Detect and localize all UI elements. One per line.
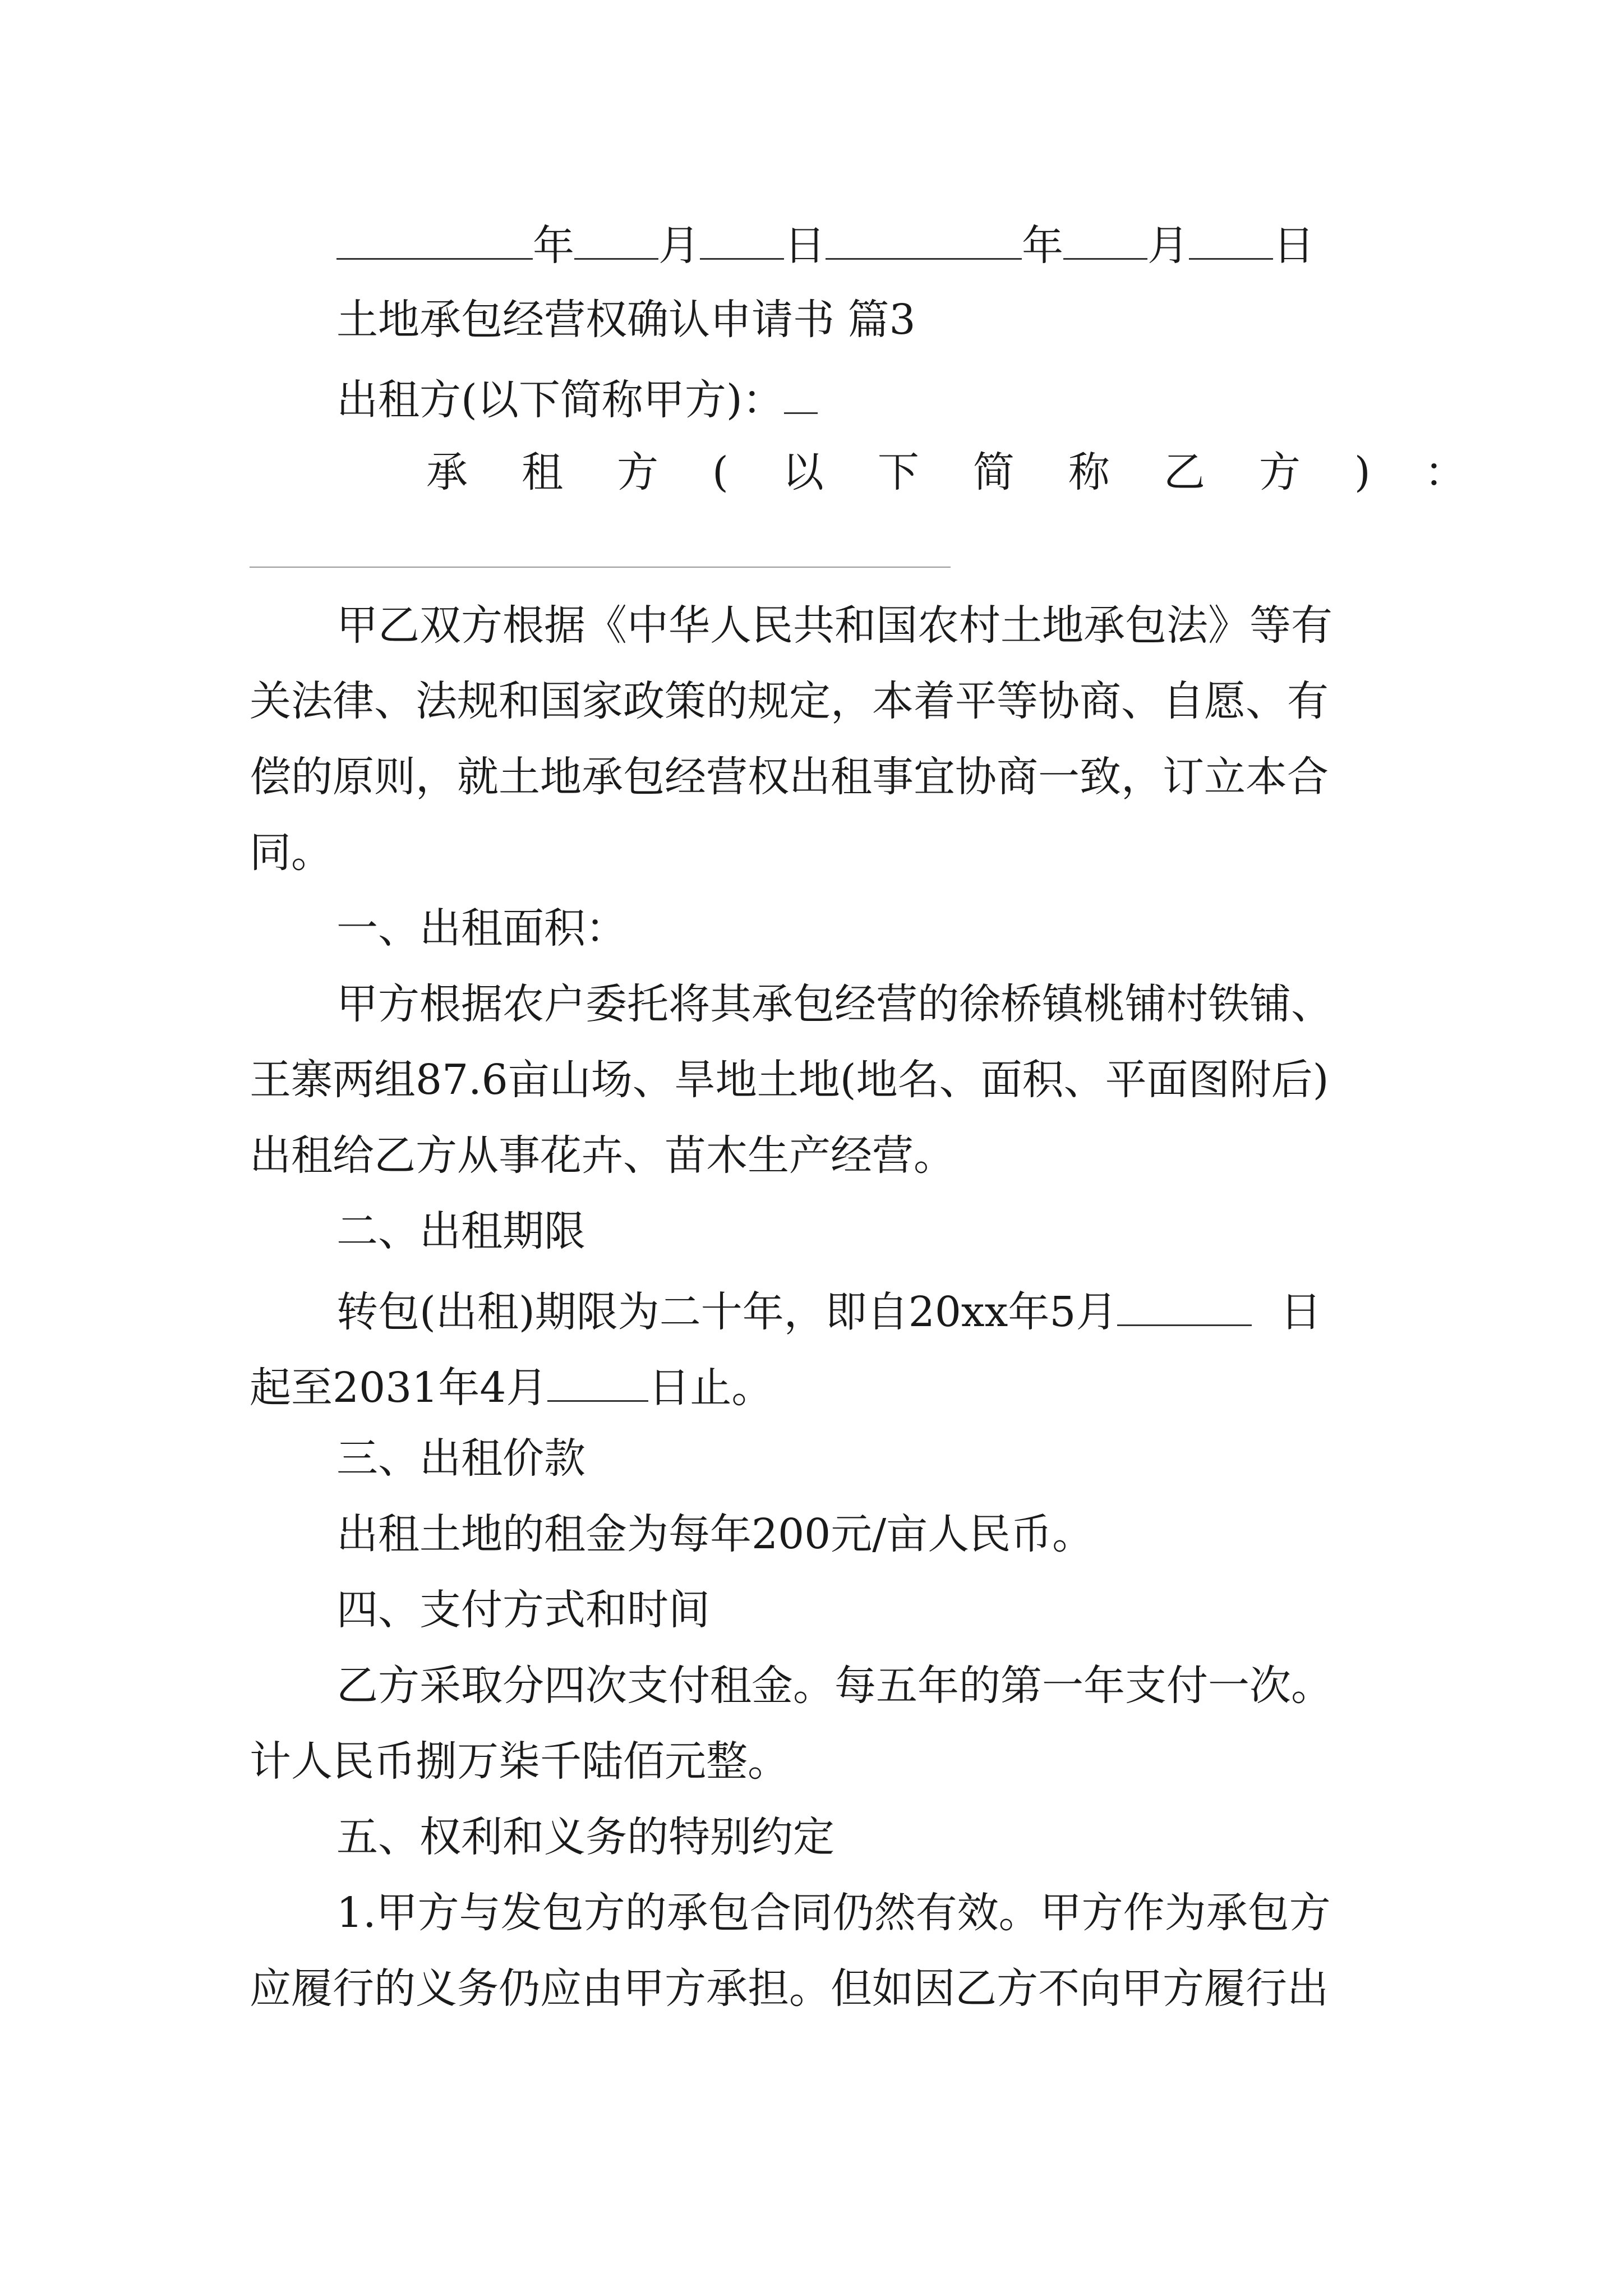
lessee-label: 承租方(以下简称乙方)：: [426, 448, 1520, 496]
intro-line: 偿的原则，就土地承包经营权出租事宜协商一致，订立本合: [250, 753, 1329, 801]
lessor-line: [336, 374, 818, 425]
blank-line: [826, 220, 1022, 260]
blank-line: [336, 220, 533, 260]
paragraph-line: 甲方根据农户委托将其承包经营的徐桥镇桃铺村铁铺、: [336, 980, 1332, 1028]
paragraph-line: 乙方采取分四次支付租金。每五年的第一年支付一次。: [336, 1662, 1332, 1710]
blank-line: [1189, 220, 1273, 260]
paragraph-line: 应履行的义务仍应由甲方承担。但如因乙方不向甲方履行出: [250, 1964, 1329, 2013]
paragraph-line: 计人民币捌万柒千陆佰元整。: [250, 1737, 789, 1786]
intro-line: 甲乙双方根据《中华人民共和国农村土地承包法》等有: [336, 601, 1332, 650]
heading-price: 三、出租价款: [336, 1434, 585, 1483]
date-month-label: 月: [658, 222, 700, 270]
paragraph-line: 出租土地的租金为每年200元/亩人民币。: [336, 1510, 1094, 1558]
blank-line: [1063, 220, 1147, 260]
term-line-2: [250, 1362, 773, 1412]
heading-area: 一、出租面积：: [336, 904, 627, 953]
lessee-blank-line: [250, 567, 951, 568]
term-end-day: 日止。: [648, 1364, 773, 1412]
paragraph-line: 1.甲方与发包方的承包合同仍然有效。甲方作为承包方: [336, 1889, 1331, 1937]
heading-rights: 五、权利和义务的特别约定: [336, 1813, 834, 1861]
date-month-label: 月: [1147, 222, 1189, 270]
date-day-label: 日: [784, 222, 826, 270]
paragraph-line: 王寨两组87.6亩山场、旱地土地(地名、面积、平面图附后): [250, 1056, 1329, 1104]
term-start-day: 日: [1280, 1288, 1322, 1337]
blank-line: [547, 1362, 648, 1402]
heading-payment: 四、支付方式和时间: [336, 1586, 710, 1634]
intro-line: 关法律、法规和国家政策的规定，本着平等协商、自愿、有: [250, 677, 1329, 725]
term-start-text: 转包(出租)期限为二十年，即自20xx年5月: [336, 1288, 1118, 1337]
section-title: 土地承包经营权确认申请书 篇3: [336, 296, 916, 344]
date-row: [336, 220, 1315, 270]
blank-line: [784, 374, 818, 414]
blank-line: [700, 220, 784, 260]
term-end-text: 起至2031年4月: [250, 1364, 548, 1412]
date-year-label: 年: [533, 222, 574, 270]
term-line-1: [336, 1286, 1322, 1337]
blank-line: [1117, 1286, 1252, 1326]
paragraph-line: 出租给乙方从事花卉、苗木生产经营。: [250, 1131, 955, 1180]
lessor-label: 出租方(以下简称甲方)：: [336, 376, 784, 425]
date-day-label: 日: [1273, 222, 1315, 270]
heading-term: 二、出租期限: [336, 1207, 585, 1255]
date-year-label: 年: [1022, 222, 1063, 270]
intro-line: 同。: [250, 829, 333, 877]
blank-line: [574, 220, 658, 260]
